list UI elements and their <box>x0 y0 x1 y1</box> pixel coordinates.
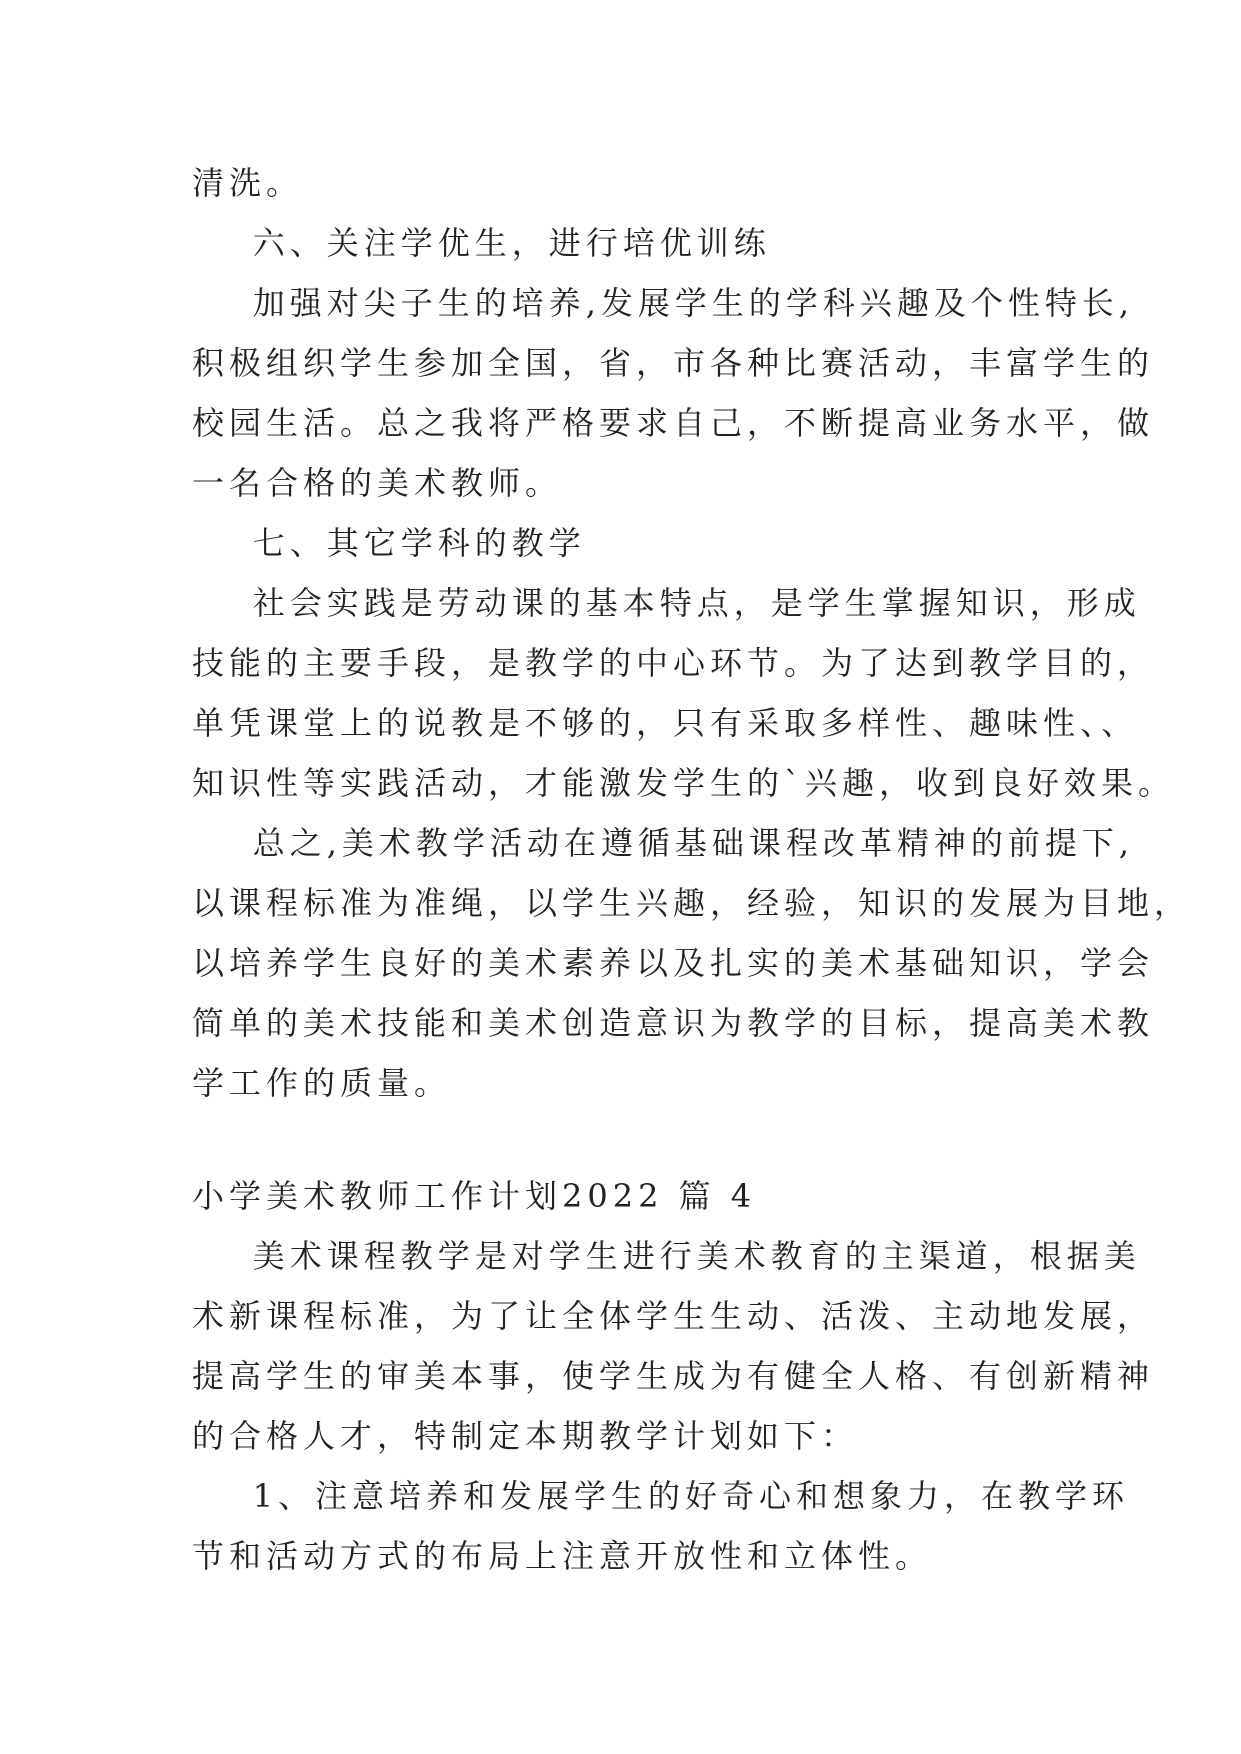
line-11: 知识性等实践活动，才能激发学生的`兴趣，收到良好效果。 <box>192 764 1176 802</box>
line-23: 节和活动方式的布局上注意开放性和立体性。 <box>192 1537 933 1575</box>
line-5: 校园生活。总之我将严格要求自己，不断提高业务水平，做 <box>192 404 1155 442</box>
line-16: 学工作的质量。 <box>192 1064 452 1102</box>
line-3: 加强对尖子生的培养,发展学生的学科兴趣及个性特长, <box>192 284 1135 322</box>
line-21: 的合格人才，特制定本期教学计划如下： <box>192 1417 859 1455</box>
line-4: 积极组织学生参加全国，省，市各种比赛活动，丰富学生的 <box>192 344 1155 382</box>
line-9: 技能的主要手段，是教学的中心环节。为了达到教学目的， <box>192 644 1155 682</box>
line-8: 社会实践是劳动课的基本特点，是学生掌握知识，形成 <box>192 584 1141 622</box>
line-19: 术新课程标准，为了让全体学生生动、活泼、主动地发展， <box>192 1297 1155 1335</box>
line-6: 一名合格的美术教师。 <box>192 464 563 502</box>
heading-6: 六、关注学优生，进行培优训练 <box>192 224 771 262</box>
line-22: 1、注意培养和发展学生的好奇心和想象力，在教学环 <box>192 1477 1130 1515</box>
line-14: 以培养学生良好的美术素养以及扎实的美术基础知识，学会 <box>192 944 1155 982</box>
line-15: 简单的美术技能和美术创造意识为教学的目标，提高美术教 <box>192 1004 1155 1042</box>
line-12: 总之,美术教学活动在遵循基础课程改革精神的前提下, <box>192 824 1135 862</box>
line-20: 提高学生的审美本事，使学生成为有健全人格、有创新精神 <box>192 1357 1155 1395</box>
heading-7: 七、其它学科的教学 <box>192 524 586 562</box>
line-10: 单凭课堂上的说教是不够的，只有采取多样性、趣味性、、 <box>192 704 1139 742</box>
line-1: 清洗。 <box>192 164 304 202</box>
line-18: 美术课程教学是对学生进行美术教育的主渠道，根据美 <box>192 1237 1141 1275</box>
section-title: 小学美术教师工作计划2022 篇 4 <box>192 1177 757 1215</box>
line-13: 以课程标准为准绳，以学生兴趣，经验，知识的发展为目地， <box>192 884 1192 922</box>
